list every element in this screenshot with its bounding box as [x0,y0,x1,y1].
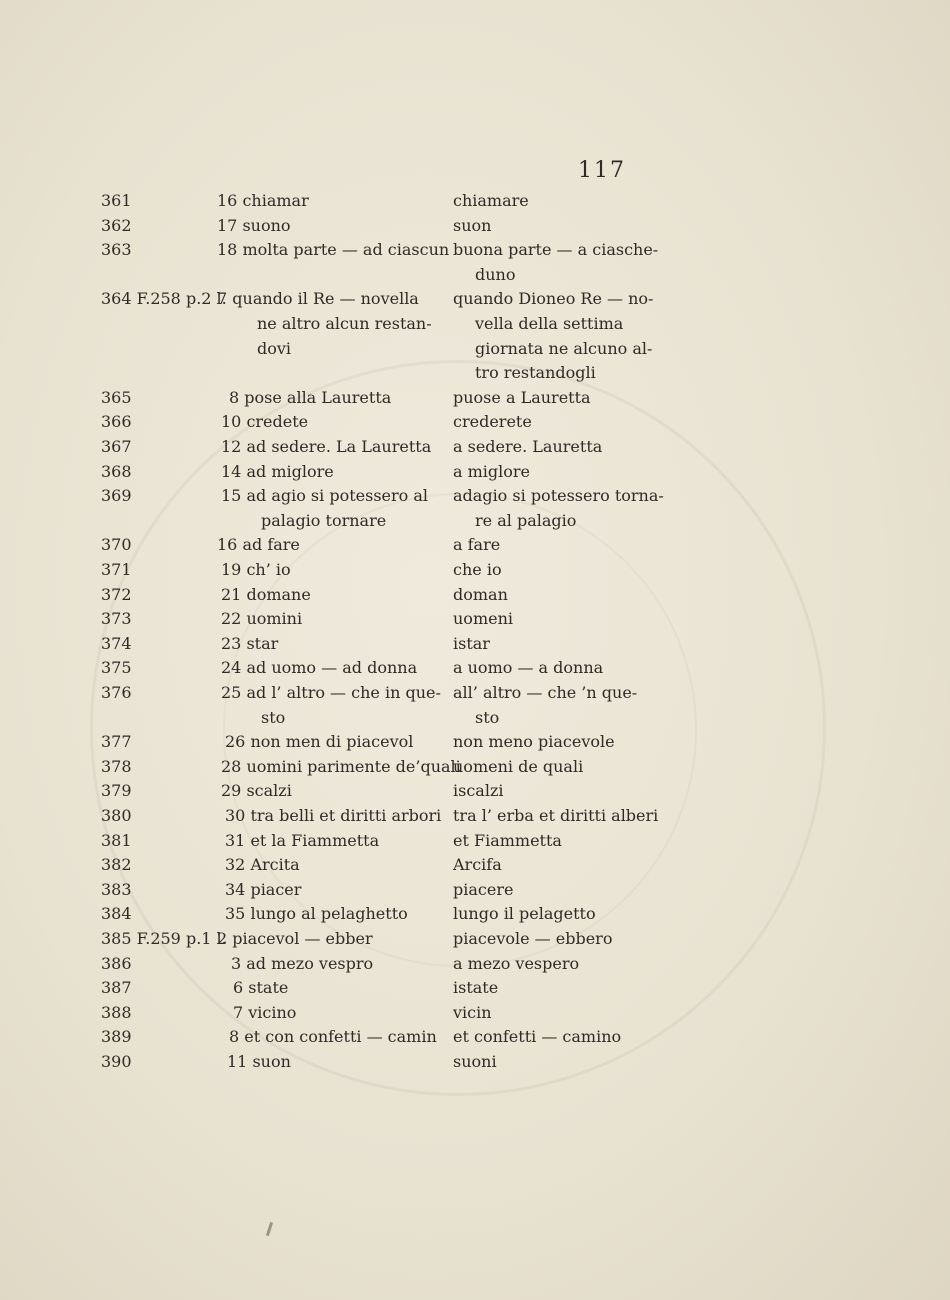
corrected-reading: giornata ne alcuno al- [475,338,653,358]
original-reading: 21 domane [221,584,311,604]
corrected-reading: et confetti — camino [453,1027,622,1047]
corrected-reading: all’ altro — che ’n que- [453,683,638,702]
original-reading: 14 ad miglore [221,461,334,481]
original-reading: 8 pose alla Lauretta [229,387,392,407]
original-reading: sto [261,707,286,727]
original-reading: 2 piacevol — ebber [217,929,373,948]
page-number: 117 [578,158,626,183]
original-reading: 26 non men di piacevol [225,732,414,752]
original-reading: 29 scalzi [221,781,292,801]
ink-mark [266,1222,273,1236]
corrected-reading: Arcifa [453,855,502,875]
original-reading: 15 ad agio si potessero al [221,486,429,506]
entry-number: 369 [101,486,132,506]
entry-number: 368 [101,461,132,481]
original-reading: 8 et con confetti — camin [229,1027,437,1047]
entry-number: 376 [101,683,132,702]
corrected-reading: quando Dioneo Re — no- [453,289,654,309]
original-reading: 28 uomini parimente de’quali [221,756,461,776]
original-reading: 25 ad l’ altro — che in que- [221,683,441,702]
original-reading: 10 credete [221,412,309,432]
entry-number: 361 [101,191,132,210]
original-reading: dovi [257,338,292,358]
original-reading: 16 chiamar [217,191,309,210]
original-reading: palagio tornare [261,510,387,530]
corrected-reading: a fare [453,535,501,555]
corrected-reading: puose a Lauretta [453,387,591,407]
original-reading: 31 et la Fiammetta [225,830,380,850]
corrected-reading: buona parte — a ciasche- [453,240,659,260]
original-reading: 11 suon [227,1052,291,1071]
corrected-reading: non meno piacevole [453,732,615,752]
entry-number: 366 [101,412,132,432]
entry-number: 383 [101,879,132,899]
original-reading: 7 quando il Re — novella [217,289,419,309]
original-reading: 18 molta parte — ad ciascun [217,240,450,260]
entry-number: 379 [101,781,132,801]
corrected-reading: uomeni [453,609,513,629]
entry-number: 381 [101,830,132,850]
corrected-reading: et Fiammetta [453,830,562,850]
corrected-reading: vicin [453,1002,492,1022]
original-reading: 35 lungo al pelaghetto [225,904,408,924]
corrected-reading: chiamare [453,191,529,210]
entry-number: 388 [101,1002,132,1022]
original-reading: 30 tra belli et diritti arbori [225,806,442,825]
entry-number: 367 [101,437,132,456]
entry-number: 362 [101,215,132,235]
original-reading: 16 ad fare [217,535,300,555]
original-reading: 34 piacer [225,879,302,899]
entry-number: 387 [101,978,132,998]
corrected-reading: che io [453,560,502,579]
corrected-reading: a mezo vespero [453,953,580,973]
entry-number: 385 F.259 p.1 l. [101,929,227,948]
entry-number: 372 [101,584,132,604]
corrected-reading: crederete [453,412,532,432]
corrected-reading: istate [453,978,499,998]
corrected-reading: tra l’ erba et diritti alberi [453,806,659,825]
corrected-reading: adagio si potessero torna- [453,486,664,506]
corrected-reading: doman [453,584,508,604]
entry-number: 386 [101,953,132,973]
original-reading: 32 Arcita [225,855,300,875]
original-reading: 7 vicino [233,1002,297,1022]
entry-number: 373 [101,609,132,629]
corrected-reading: re al palagio [475,510,577,530]
corrected-reading: sto [475,707,500,727]
entry-number: 374 [101,633,132,653]
corrected-reading: lungo il pelagetto [453,904,596,924]
original-reading: 17 suono [217,215,291,235]
entry-number: 365 [101,387,132,407]
corrected-reading: iscalzi [453,781,504,801]
entry-number: 375 [101,658,132,678]
original-reading: 6 state [233,978,289,998]
entry-number: 363 [101,240,132,260]
original-reading: ne altro alcun restan- [257,314,432,333]
entry-number: 382 [101,855,132,875]
corrected-reading: piacere [453,879,514,899]
corrected-reading: suoni [453,1052,497,1071]
corrected-reading: istar [453,633,490,653]
entry-number: 364 F.258 p.2 l. [101,289,227,309]
entry-number: 378 [101,756,132,776]
corrected-reading: piacevole — ebbero [453,929,613,948]
original-reading: 24 ad uomo — ad donna [221,658,418,678]
original-reading: 19 ch’ io [221,560,291,579]
entry-number: 370 [101,535,132,555]
entry-number: 377 [101,732,132,752]
entry-number: 384 [101,904,132,924]
corrected-reading: tro restandogli [475,363,596,383]
corrected-reading: a uomo — a donna [453,658,604,678]
corrected-reading: suon [453,215,492,235]
entry-number: 390 [101,1052,132,1071]
original-reading: 12 ad sedere. La Lauretta [221,437,432,456]
original-reading: 22 uomini [221,609,303,629]
entry-number: 380 [101,806,132,825]
corrected-reading: a miglore [453,461,531,481]
corrected-reading: vella della settima [475,314,624,333]
corrected-reading: a sedere. Lauretta [453,437,603,456]
entry-number: 371 [101,560,132,579]
corrected-reading: uomeni de quali [453,756,584,776]
corrected-reading: duno [475,264,516,284]
entry-number: 389 [101,1027,132,1047]
original-reading: 23 star [221,633,279,653]
original-reading: 3 ad mezo vespro [231,953,374,973]
